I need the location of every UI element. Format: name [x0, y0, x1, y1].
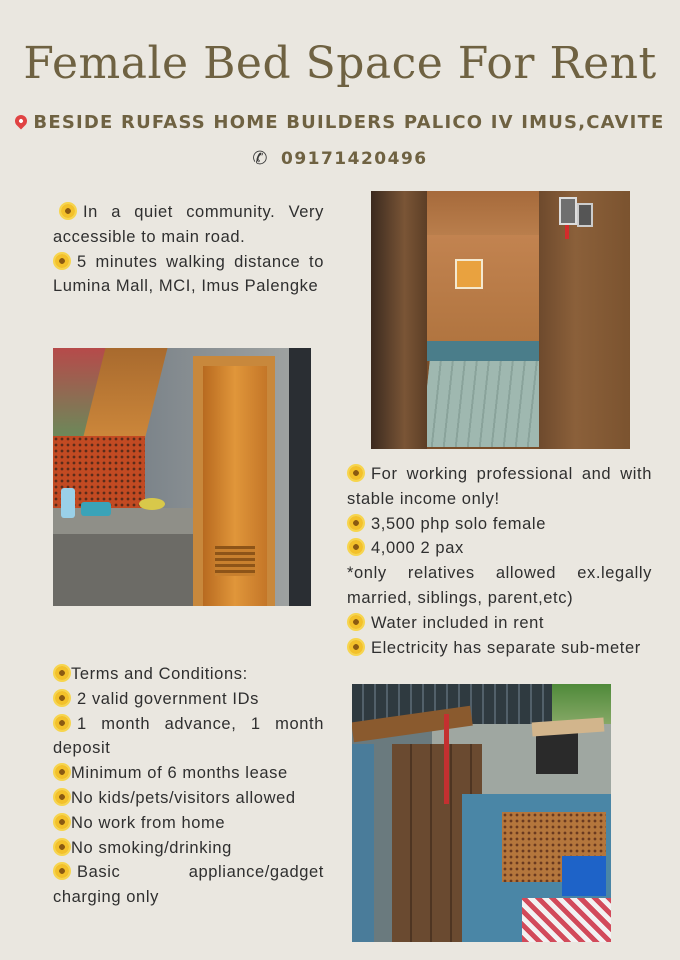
details-block — [347, 462, 652, 660]
kitchen-photo — [53, 348, 311, 606]
terms-block — [53, 662, 324, 910]
sunflower-icon — [349, 540, 363, 554]
sunflower-icon — [55, 815, 69, 829]
sunflower-icon — [349, 615, 363, 629]
exterior-photo — [352, 684, 611, 942]
sunflower-icon — [349, 516, 363, 530]
terms-item: Minimum of 6 months lease — [53, 761, 324, 786]
details-item: 4,000 2 pax — [347, 536, 652, 561]
phone-icon: ✆ — [252, 148, 269, 169]
sunflower-icon — [55, 790, 69, 804]
sunflower-icon — [55, 254, 69, 268]
sunflower-icon — [55, 765, 69, 779]
details-item: For working professional and with stable income only! — [347, 465, 652, 508]
address-line — [0, 112, 680, 133]
sunflower-icon — [55, 840, 69, 854]
page-title: Female Bed Space For Rent — [23, 38, 657, 89]
sunflower-icon — [61, 204, 75, 218]
terms-item: No smoking/drinking — [53, 836, 324, 861]
terms-item: 2 valid government IDs — [53, 687, 324, 712]
terms-heading: Terms and Conditions: — [53, 662, 324, 687]
location-item: 5 minutes walking distance to Lumina Mall, MCI, Imus Palengke — [53, 252, 324, 296]
location-block — [53, 200, 324, 299]
room-interior-photo — [371, 191, 630, 449]
phone-number[interactable]: 09171420496 — [280, 149, 428, 169]
location-pin-icon — [13, 113, 30, 130]
terms-item: No work from home — [53, 811, 324, 836]
phone-line[interactable] — [0, 148, 680, 169]
terms-item: No kids/pets/visitors allowed — [53, 786, 324, 811]
terms-item: 1 month advance, 1 month deposit — [53, 714, 324, 758]
sunflower-icon — [55, 864, 69, 878]
sunflower-icon — [55, 716, 69, 730]
location-item: In a quiet community. Very accessible to main road. — [53, 203, 324, 246]
address-text: BESIDE RUFASS HOME BUILDERS PALICO IV IMUS,CAVITE — [33, 112, 665, 133]
details-item: Water included in rent — [347, 611, 652, 636]
details-note: *only relatives allowed ex.legally married, siblings, parent,etc) — [347, 564, 652, 607]
terms-item: Basic appliance/gadget charging only — [53, 863, 324, 907]
sunflower-icon — [55, 691, 69, 705]
details-item: Electricity has separate sub-meter — [347, 636, 652, 661]
sunflower-icon — [349, 466, 363, 480]
sunflower-icon — [55, 666, 69, 680]
sunflower-icon — [349, 640, 363, 654]
details-item: 3,500 php solo female — [347, 512, 652, 537]
